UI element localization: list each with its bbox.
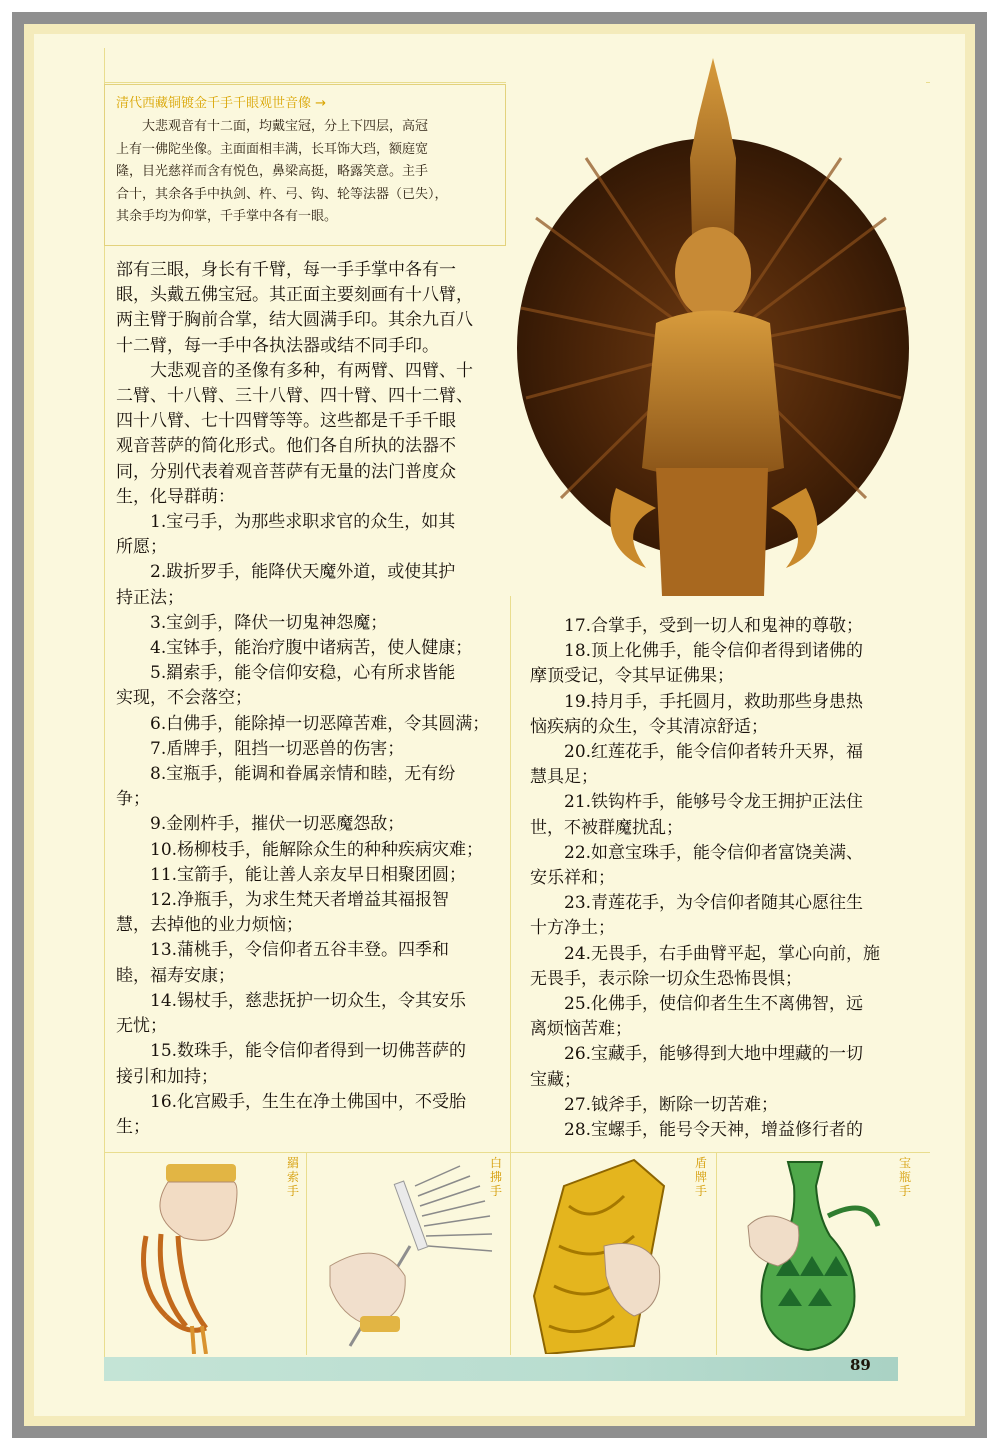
caption-line: 上有一佛陀坐像。主面面相丰满，长耳饰大珰，额庭宽 (116, 141, 429, 157)
left-column-text (116, 258, 504, 1140)
body-line: 11.宝箭手，能让善人亲友早日相聚团圆； (150, 864, 467, 885)
body-line: 10.杨柳枝手，能解除众生的种种疾病灾难； (150, 839, 484, 860)
body-line: 接引和加持； (116, 1066, 218, 1087)
shield-hand-illustration (514, 1156, 712, 1354)
whisk-hand-illustration (310, 1156, 508, 1354)
body-line: 18.顶上化佛手，能令信仰者得到诸佛的 (564, 641, 864, 662)
body-line: 13.蒲桃手，令信仰者五谷丰登。四季和 (150, 940, 450, 961)
footer-bar (104, 1357, 898, 1381)
body-line: 生； (116, 1116, 150, 1137)
panel-divider (510, 1153, 511, 1355)
vase-hand-illustration (718, 1156, 916, 1354)
body-line: 慧具足； (530, 767, 598, 788)
body-line: 两主臂于胸前合掌，结大圆满手印。其余九百八 (116, 310, 473, 331)
body-line: 12.净瓶手，为求生梵天者增益其福报智 (150, 890, 450, 911)
body-line: 22.如意宝珠手，能令信仰者富饶美满、 (564, 842, 864, 863)
body-line: 15.数珠手，能令信仰者得到一切佛菩萨的 (150, 1041, 467, 1062)
body-line: 宝藏； (530, 1069, 581, 1090)
panel-divider (716, 1153, 717, 1355)
body-line: 生，化导群萌： (116, 486, 235, 507)
panel-divider (306, 1153, 307, 1355)
body-line: 争； (116, 789, 150, 810)
body-line: 8.宝瓶手，能调和眷属亲情和睦，无有纷 (150, 764, 456, 785)
body-line: 十二臂，每一手中各执法器或结不同手印。 (116, 335, 439, 356)
lasso-hand-illustration (106, 1156, 304, 1354)
caption-line: 合十，其余各手中执剑、杵、弓、钩、轮等法器（已失）， (116, 186, 448, 202)
body-line: 持正法； (116, 587, 184, 608)
body-line: 9.金刚杵手，摧伏一切恶魔怨敌； (150, 814, 405, 835)
body-line: 恼疾病的众生，令其清凉舒适； (530, 716, 768, 737)
body-line: 23.青莲花手，为令信仰者随其心愿往生 (564, 893, 864, 914)
body-line: 观音菩萨的简化形式。他们各自所执的法器不 (116, 436, 456, 457)
body-line: 7.盾牌手，阻挡一切恶兽的伤害； (150, 738, 405, 759)
body-line: 摩顶受记，令其早证佛果； (530, 666, 734, 687)
body-line: 部有三眼，身长有千臂，每一手手掌中各有一 (116, 260, 456, 280)
caption-text (116, 116, 496, 229)
body-line: 1.宝弓手，为那些求职求官的众生，如其 (150, 512, 456, 533)
body-line: 同，分别代表着观音菩萨有无量的法门普度众 (116, 461, 456, 482)
body-line: 19.持月手，手托圆月，救助那些身患热 (564, 691, 864, 712)
body-line: 慧，去掉他的业力烦恼； (116, 915, 303, 936)
body-line: 21.铁钩杵手，能够号令龙王拥护正法住 (564, 792, 864, 813)
body-line: 24.无畏手，右手曲臂平起，掌心向前，施 (564, 943, 881, 964)
panel-label-whisk: 白拂手 (489, 1156, 502, 1198)
panel-label-lasso: 羂索手 (286, 1156, 299, 1198)
body-line: 27.钺斧手，断除一切苦难； (564, 1094, 779, 1115)
body-line: 二臂、十八臂、三十八臂、四十臂、四十二臂、 (116, 386, 473, 407)
body-line: 5.羂索手，能令信仰安稳，心有所求皆能 (150, 663, 456, 684)
body-line: 25.化佛手，使信仰者生生不离佛智，远 (564, 994, 864, 1015)
body-line: 2.跋折罗手，能降伏天魔外道，或使其护 (150, 562, 456, 583)
caption-title: 清代西藏铜镀金千手千眼观世音像 → (116, 96, 327, 111)
right-column-text (530, 614, 914, 1143)
body-line: 世，不被群魔扰乱； (530, 817, 683, 838)
body-line: 眼，头戴五佛宝冠。其正面主要刻画有十八臂， (116, 285, 473, 306)
body-line: 离烦恼苦难； (530, 1019, 632, 1040)
panel-label-vase: 宝瓶手 (898, 1156, 911, 1198)
body-line: 14.锡杖手，慈悲抚护一切众生，令其安乐 (150, 990, 467, 1011)
panel-label-shield: 盾牌手 (694, 1156, 707, 1198)
body-line: 安乐祥和； (530, 868, 615, 889)
body-line: 17.合掌手，受到一切人和鬼神的尊敬； (564, 616, 864, 636)
caption-line: 大悲观音有十二面，均戴宝冠，分上下四层，高冠 (142, 119, 429, 134)
body-line: 所愿； (116, 537, 167, 558)
bottom-guide (104, 1152, 930, 1153)
body-line: 16.化宫殿手，生生在净土佛国中，不受胎 (150, 1091, 467, 1112)
body-line: 6.白佛手，能除掉一切恶障苦难，令其圆满； (150, 713, 490, 734)
body-line: 四十八臂、七十四臂等等。这些都是千手千眼 (116, 411, 456, 432)
caption-line: 隆，目光慈祥而含有悦色，鼻梁高挺，略露笑意。主手 (116, 164, 429, 180)
body-line: 28.宝螺手，能号令天神，增益修行者的 (564, 1120, 864, 1141)
body-line: 十方净土； (530, 918, 615, 939)
page-number: 89 (850, 1356, 871, 1374)
body-line: 大悲观音的圣像有多种，有两臂、四臂、十 (150, 360, 473, 381)
body-line: 3.宝剑手，降伏一切鬼神怨魔； (150, 612, 388, 633)
avalokiteshvara-statue-photo (506, 48, 926, 596)
body-line: 无畏手，表示除一切众生恐怖畏惧； (530, 968, 802, 989)
body-line: 睦，福寿安康； (116, 965, 235, 986)
body-line: 无忧； (116, 1016, 167, 1037)
caption-line: 其余手均为仰掌，千手掌中各有一眼。 (116, 209, 338, 225)
body-line: 4.宝钵手，能治疗腹中诸病苦，使人健康； (150, 638, 473, 659)
body-line: 20.红莲花手，能令信仰者转升天界，福 (564, 742, 864, 763)
body-line: 26.宝藏手，能够得到大地中埋藏的一切 (564, 1044, 864, 1065)
body-line: 实现，不会落空； (116, 688, 252, 709)
